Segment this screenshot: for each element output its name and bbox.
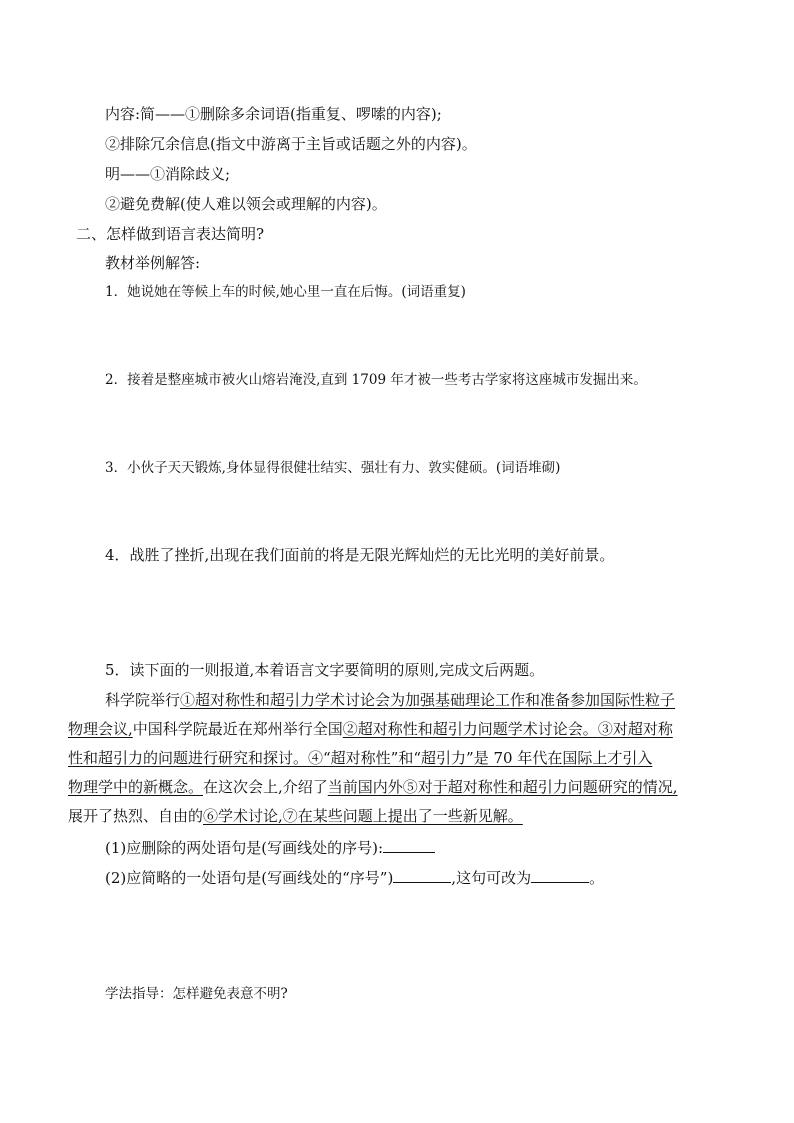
underlined-segment: ②超对称性和超引力问题学术讨论会。 (342, 720, 598, 738)
underlined-segment: 当前国内外⑤对于超对称性和超引力问题研究的情况, (327, 778, 678, 796)
passage-text: 在这次会上,介绍了 (203, 778, 328, 796)
sub-question-2-text: (2)应简略的一处语句是(写画线处的“序号”) (105, 869, 394, 887)
underlined-segment: ④“超对称性”和“超引力”是 70 年代在国际上才引入 (308, 749, 653, 767)
sub-question-2-mid: ,这句可改为 (451, 869, 532, 887)
example-3: 3．小伙子天天锻炼,身体显得很健壮结实、强壮有力、敦实健硕。(词语堆砌) (105, 460, 561, 476)
content-ming: 明——①消除歧义; (105, 165, 231, 183)
underlined-segment: 物理会议, (68, 720, 133, 738)
answer-blank[interactable] (531, 868, 589, 883)
passage-line-3 (68, 748, 652, 768)
sub-question-1 (105, 838, 435, 858)
passage-line-1 (105, 690, 675, 710)
content-jian-2: ②排除冗余信息(指文中游离于主旨或话题之外的内容)。 (105, 135, 477, 153)
passage-line-4 (68, 777, 678, 797)
section-heading: 二、怎样做到语言表达简明? (76, 225, 265, 243)
sub-question-2 (105, 868, 604, 888)
passage-line-5 (68, 806, 523, 826)
underlined-segment: ③对超对称 (597, 720, 673, 738)
study-guide: 学法指导：怎样避免表意不明? (105, 986, 288, 1002)
underlined-segment: 性和超引力的问题进行研究和探讨。 (68, 749, 309, 767)
answer-blank[interactable] (383, 838, 435, 853)
underlined-segment: ①超对称性和超引力学术讨论会为加强基础理论工作和准备参加国际性粒子 (180, 691, 676, 709)
example-1: 1．她说她在等候上车的时候,她心里一直在后悔。(词语重复) (105, 284, 466, 300)
passage-text: 科学院举行 (105, 691, 181, 709)
underlined-segment: 物理学中的新概念。 (68, 778, 204, 796)
example-4: 4．战胜了挫折,出现在我们面前的将是无限光辉灿烂的无比光明的美好前景。 (105, 546, 615, 564)
content-jian: 内容:简——①删除多余词语(指重复、啰嗦的内容); (105, 105, 442, 123)
passage-text: 中国科学院最近在郑州举行全国 (132, 720, 343, 738)
underlined-segment: ⑥学术讨论,⑦在某些问题上提出了一些新见解。 (203, 807, 523, 825)
example-2: 2．接着是整座城市被火山熔岩淹没,直到 1709 年才被一些考古学家将这座城市发掘出来。 (105, 372, 647, 388)
content-ming-2: ②避免费解(使人难以领会或理解的内容)。 (105, 195, 387, 213)
passage-line-2 (68, 719, 673, 739)
example-5: 5．读下面的一则报道,本着语言文字要简明的原则,完成文后两题。 (105, 661, 545, 679)
sub-question-2-end: 。 (589, 869, 605, 887)
sub-question-1-text: (1)应删除的两处语句是(写画线处的序号): (105, 839, 384, 857)
answer-blank[interactable] (393, 868, 451, 883)
textbook-intro: 教材举例解答: (105, 254, 201, 272)
passage-text: 展开了热烈、自由的 (68, 807, 204, 825)
